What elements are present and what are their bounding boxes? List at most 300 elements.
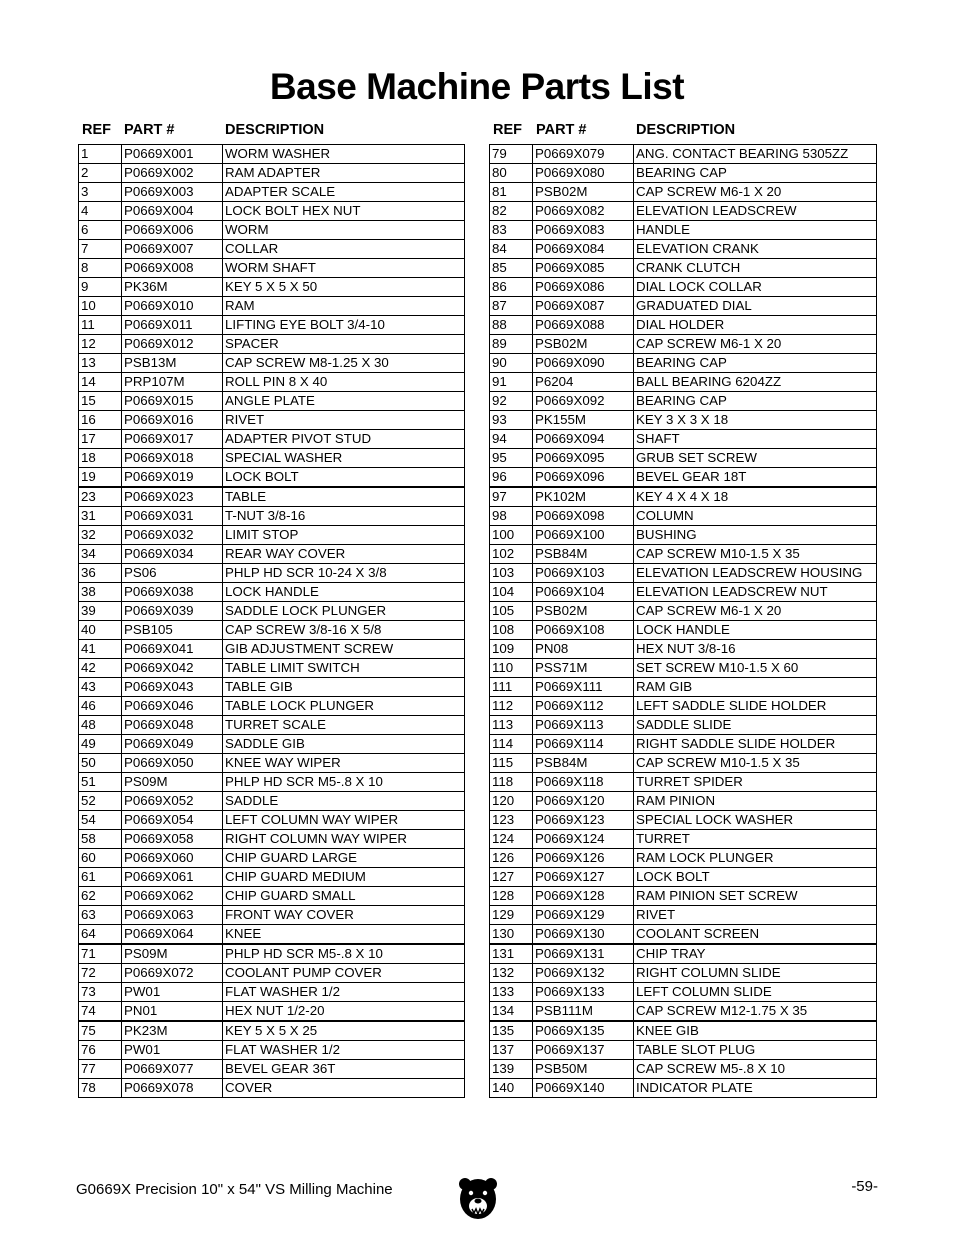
parts-column-right bbox=[489, 122, 877, 1098]
table-row bbox=[79, 754, 465, 773]
description-cell: LOCK HANDLE bbox=[634, 621, 877, 640]
part-number-cell: PK155M bbox=[533, 411, 634, 430]
description-cell: KEY 4 X 4 X 18 bbox=[634, 487, 877, 507]
description-cell: BEARING CAP bbox=[634, 164, 877, 183]
part-number-cell: P0669X042 bbox=[122, 659, 223, 678]
table-row bbox=[490, 392, 877, 411]
description-cell: HEX NUT 1/2-20 bbox=[223, 1002, 465, 1022]
part-number-cell: P0669X064 bbox=[122, 925, 223, 945]
table-row bbox=[490, 640, 877, 659]
part-number-cell: P0669X120 bbox=[533, 792, 634, 811]
part-number-cell: P0669X007 bbox=[122, 240, 223, 259]
description-cell: ELEVATION LEADSCREW bbox=[634, 202, 877, 221]
table-row bbox=[490, 906, 877, 925]
table-row bbox=[490, 316, 877, 335]
description-cell: ROLL PIN 8 X 40 bbox=[223, 373, 465, 392]
ref-header: REF bbox=[82, 122, 111, 138]
ref-cell: 112 bbox=[490, 697, 533, 716]
ref-cell: 77 bbox=[79, 1060, 122, 1079]
description-cell: KEY 5 X 5 X 25 bbox=[223, 1021, 465, 1041]
ref-cell: 114 bbox=[490, 735, 533, 754]
part-number-cell: P0669X118 bbox=[533, 773, 634, 792]
ref-cell: 84 bbox=[490, 240, 533, 259]
ref-cell: 23 bbox=[79, 487, 122, 507]
ref-cell: 126 bbox=[490, 849, 533, 868]
table-row bbox=[490, 430, 877, 449]
ref-cell: 41 bbox=[79, 640, 122, 659]
part-number-cell: P0669X012 bbox=[122, 335, 223, 354]
ref-cell: 85 bbox=[490, 259, 533, 278]
ref-cell: 32 bbox=[79, 526, 122, 545]
description-cell: CAP SCREW M6-1 X 20 bbox=[634, 335, 877, 354]
description-cell: LOCK BOLT HEX NUT bbox=[223, 202, 465, 221]
part-number-cell: P0669X096 bbox=[533, 468, 634, 488]
table-row bbox=[490, 1002, 877, 1022]
part-number-cell: P0669X061 bbox=[122, 868, 223, 887]
ref-cell: 132 bbox=[490, 964, 533, 983]
part-number-cell: P0669X031 bbox=[122, 507, 223, 526]
description-cell: INDICATOR PLATE bbox=[634, 1079, 877, 1098]
description-cell: RIVET bbox=[634, 906, 877, 925]
part-number-cell: P0669X063 bbox=[122, 906, 223, 925]
part-number-cell: PSS71M bbox=[533, 659, 634, 678]
description-cell: KNEE bbox=[223, 925, 465, 945]
table-row bbox=[79, 944, 465, 964]
description-cell: SHAFT bbox=[634, 430, 877, 449]
ref-cell: 133 bbox=[490, 983, 533, 1002]
table-row bbox=[79, 316, 465, 335]
table-row bbox=[490, 830, 877, 849]
ref-cell: 115 bbox=[490, 754, 533, 773]
ref-cell: 12 bbox=[79, 335, 122, 354]
ref-cell: 18 bbox=[79, 449, 122, 468]
description-cell: FRONT WAY COVER bbox=[223, 906, 465, 925]
description-cell: BALL BEARING 6204ZZ bbox=[634, 373, 877, 392]
ref-cell: 60 bbox=[79, 849, 122, 868]
table-row bbox=[490, 887, 877, 906]
ref-cell: 14 bbox=[79, 373, 122, 392]
ref-cell: 48 bbox=[79, 716, 122, 735]
table-row bbox=[490, 240, 877, 259]
table-row bbox=[490, 868, 877, 887]
part-number-cell: P0669X050 bbox=[122, 754, 223, 773]
part-number-cell: PSB02M bbox=[533, 335, 634, 354]
description-cell: RAM PINION SET SCREW bbox=[634, 887, 877, 906]
part-number-cell: P0669X052 bbox=[122, 792, 223, 811]
parts-column-left bbox=[78, 122, 465, 1098]
description-cell: CAP SCREW M10-1.5 X 35 bbox=[634, 754, 877, 773]
part-number-cell: P0669X130 bbox=[533, 925, 634, 945]
description-header: DESCRIPTION bbox=[225, 122, 325, 138]
ref-cell: 103 bbox=[490, 564, 533, 583]
table-row bbox=[79, 983, 465, 1002]
part-number-cell: PW01 bbox=[122, 1041, 223, 1060]
description-cell: KEY 5 X 5 X 50 bbox=[223, 278, 465, 297]
ref-cell: 124 bbox=[490, 830, 533, 849]
part-number-cell: P0669X132 bbox=[533, 964, 634, 983]
ref-cell: 13 bbox=[79, 354, 122, 373]
ref-cell: 71 bbox=[79, 944, 122, 964]
ref-cell: 83 bbox=[490, 221, 533, 240]
ref-cell: 111 bbox=[490, 678, 533, 697]
part-number-cell: P0669X018 bbox=[122, 449, 223, 468]
table-row bbox=[79, 278, 465, 297]
description-cell: DIAL LOCK COLLAR bbox=[634, 278, 877, 297]
part-number-cell: PS09M bbox=[122, 944, 223, 964]
part-number-cell: PK36M bbox=[122, 278, 223, 297]
description-cell: RIGHT COLUMN SLIDE bbox=[634, 964, 877, 983]
description-cell: LIFTING EYE BOLT 3/4-10 bbox=[223, 316, 465, 335]
description-cell: TABLE GIB bbox=[223, 678, 465, 697]
description-cell: SPECIAL WASHER bbox=[223, 449, 465, 468]
ref-cell: 54 bbox=[79, 811, 122, 830]
table-row bbox=[490, 849, 877, 868]
page-number: -59- bbox=[851, 1178, 878, 1195]
ref-cell: 62 bbox=[79, 887, 122, 906]
part-number-cell: P6204 bbox=[533, 373, 634, 392]
table-row bbox=[79, 145, 465, 164]
ref-cell: 61 bbox=[79, 868, 122, 887]
description-cell: ADAPTER PIVOT STUD bbox=[223, 430, 465, 449]
table-row bbox=[490, 278, 877, 297]
table-row bbox=[79, 392, 465, 411]
ref-cell: 108 bbox=[490, 621, 533, 640]
table-row bbox=[490, 373, 877, 392]
ref-cell: 134 bbox=[490, 1002, 533, 1022]
bear-head-logo-icon bbox=[457, 1175, 499, 1223]
table-row bbox=[490, 964, 877, 983]
part-number-cell: P0669X001 bbox=[122, 145, 223, 164]
parts-table-right bbox=[489, 144, 877, 1098]
description-cell: CHIP GUARD SMALL bbox=[223, 887, 465, 906]
description-cell: TABLE LOCK PLUNGER bbox=[223, 697, 465, 716]
description-cell: PHLP HD SCR M5-.8 X 10 bbox=[223, 944, 465, 964]
description-cell: BEARING CAP bbox=[634, 392, 877, 411]
description-cell: TURRET bbox=[634, 830, 877, 849]
table-row bbox=[79, 735, 465, 754]
table-row bbox=[490, 944, 877, 964]
description-cell: LOCK BOLT bbox=[634, 868, 877, 887]
part-number-cell: PSB84M bbox=[533, 545, 634, 564]
description-cell: TURRET SCALE bbox=[223, 716, 465, 735]
part-number-cell: P0669X038 bbox=[122, 583, 223, 602]
description-cell: CAP SCREW M10-1.5 X 35 bbox=[634, 545, 877, 564]
ref-cell: 88 bbox=[490, 316, 533, 335]
description-cell: LEFT SADDLE SLIDE HOLDER bbox=[634, 697, 877, 716]
description-cell: TABLE LIMIT SWITCH bbox=[223, 659, 465, 678]
description-cell: LEFT COLUMN WAY WIPER bbox=[223, 811, 465, 830]
part-number-cell: PS06 bbox=[122, 564, 223, 583]
table-row bbox=[79, 1060, 465, 1079]
description-cell: ANGLE PLATE bbox=[223, 392, 465, 411]
ref-cell: 40 bbox=[79, 621, 122, 640]
table-row bbox=[490, 221, 877, 240]
table-row bbox=[79, 468, 465, 488]
ref-cell: 19 bbox=[79, 468, 122, 488]
part-number-cell: P0669X135 bbox=[533, 1021, 634, 1041]
part-number-cell: P0669X039 bbox=[122, 602, 223, 621]
table-row bbox=[490, 583, 877, 602]
part-number-cell: P0669X114 bbox=[533, 735, 634, 754]
table-row bbox=[79, 773, 465, 792]
table-row bbox=[490, 145, 877, 164]
ref-cell: 94 bbox=[490, 430, 533, 449]
part-number-cell: P0669X077 bbox=[122, 1060, 223, 1079]
part-number-cell: PSB02M bbox=[533, 183, 634, 202]
ref-cell: 2 bbox=[79, 164, 122, 183]
table-row bbox=[79, 1021, 465, 1041]
description-cell: CHIP TRAY bbox=[634, 944, 877, 964]
description-cell: GRUB SET SCREW bbox=[634, 449, 877, 468]
page-title: Base Machine Parts List bbox=[269, 66, 685, 107]
part-number-cell: P0669X131 bbox=[533, 944, 634, 964]
part-number-cell: P0669X086 bbox=[533, 278, 634, 297]
table-row bbox=[490, 164, 877, 183]
description-cell: WORM WASHER bbox=[223, 145, 465, 164]
description-cell: CAP SCREW M8-1.25 X 30 bbox=[223, 354, 465, 373]
description-cell: GIB ADJUSTMENT SCREW bbox=[223, 640, 465, 659]
table-row bbox=[79, 183, 465, 202]
table-row bbox=[490, 297, 877, 316]
ref-cell: 51 bbox=[79, 773, 122, 792]
ref-cell: 104 bbox=[490, 583, 533, 602]
ref-cell: 73 bbox=[79, 983, 122, 1002]
table-row bbox=[490, 468, 877, 488]
table-row bbox=[79, 906, 465, 925]
description-cell: HANDLE bbox=[634, 221, 877, 240]
table-row bbox=[490, 507, 877, 526]
ref-cell: 72 bbox=[79, 964, 122, 983]
ref-cell: 129 bbox=[490, 906, 533, 925]
table-row bbox=[79, 564, 465, 583]
part-number-cell: P0669X034 bbox=[122, 545, 223, 564]
part-number-cell: P0669X041 bbox=[122, 640, 223, 659]
description-cell: HEX NUT 3/8-16 bbox=[634, 640, 877, 659]
ref-cell: 135 bbox=[490, 1021, 533, 1041]
description-cell: BUSHING bbox=[634, 526, 877, 545]
part-number-cell: PW01 bbox=[122, 983, 223, 1002]
table-row bbox=[490, 335, 877, 354]
part-number-cell: P0669X072 bbox=[122, 964, 223, 983]
ref-cell: 79 bbox=[490, 145, 533, 164]
part-number-cell: P0669X079 bbox=[533, 145, 634, 164]
description-cell: RAM bbox=[223, 297, 465, 316]
table-row bbox=[490, 697, 877, 716]
part-number-cell: P0669X058 bbox=[122, 830, 223, 849]
description-cell: DIAL HOLDER bbox=[634, 316, 877, 335]
part-number-cell: PSB50M bbox=[533, 1060, 634, 1079]
part-number-cell: PK102M bbox=[533, 487, 634, 507]
ref-cell: 63 bbox=[79, 906, 122, 925]
part-number-cell: P0669X088 bbox=[533, 316, 634, 335]
ref-cell: 49 bbox=[79, 735, 122, 754]
table-row bbox=[79, 164, 465, 183]
description-cell: T-NUT 3/8-16 bbox=[223, 507, 465, 526]
part-header: PART # bbox=[536, 122, 587, 138]
table-row bbox=[490, 1079, 877, 1098]
table-row bbox=[79, 430, 465, 449]
description-cell: CAP SCREW M6-1 X 20 bbox=[634, 183, 877, 202]
part-number-cell: P0669X129 bbox=[533, 906, 634, 925]
description-cell: SPACER bbox=[223, 335, 465, 354]
description-cell: RAM GIB bbox=[634, 678, 877, 697]
part-number-cell: PN08 bbox=[533, 640, 634, 659]
table-row bbox=[79, 697, 465, 716]
part-number-cell: P0669X123 bbox=[533, 811, 634, 830]
part-number-cell: P0669X062 bbox=[122, 887, 223, 906]
table-row bbox=[79, 335, 465, 354]
part-number-cell: PSB84M bbox=[533, 754, 634, 773]
description-cell: SADDLE bbox=[223, 792, 465, 811]
description-cell: FLAT WASHER 1/2 bbox=[223, 1041, 465, 1060]
ref-cell: 3 bbox=[79, 183, 122, 202]
table-row bbox=[79, 583, 465, 602]
description-cell: CAP SCREW M12-1.75 X 35 bbox=[634, 1002, 877, 1022]
description-cell: COOLANT PUMP COVER bbox=[223, 964, 465, 983]
table-row bbox=[490, 925, 877, 945]
ref-cell: 80 bbox=[490, 164, 533, 183]
part-number-cell: PSB111M bbox=[533, 1002, 634, 1022]
table-row bbox=[79, 1079, 465, 1098]
table-row bbox=[79, 411, 465, 430]
part-number-cell: P0669X124 bbox=[533, 830, 634, 849]
part-number-cell: P0669X090 bbox=[533, 354, 634, 373]
part-number-cell: P0669X085 bbox=[533, 259, 634, 278]
part-number-cell: PS09M bbox=[122, 773, 223, 792]
ref-cell: 15 bbox=[79, 392, 122, 411]
part-number-cell: P0669X137 bbox=[533, 1041, 634, 1060]
description-cell: TABLE SLOT PLUG bbox=[634, 1041, 877, 1060]
ref-cell: 43 bbox=[79, 678, 122, 697]
ref-cell: 8 bbox=[79, 259, 122, 278]
ref-cell: 1 bbox=[79, 145, 122, 164]
ref-cell: 123 bbox=[490, 811, 533, 830]
part-number-cell: P0669X002 bbox=[122, 164, 223, 183]
ref-cell: 58 bbox=[79, 830, 122, 849]
description-cell: LIMIT STOP bbox=[223, 526, 465, 545]
description-cell: RAM ADAPTER bbox=[223, 164, 465, 183]
ref-cell: 74 bbox=[79, 1002, 122, 1022]
ref-cell: 97 bbox=[490, 487, 533, 507]
ref-cell: 130 bbox=[490, 925, 533, 945]
table-row bbox=[490, 1060, 877, 1079]
table-row bbox=[79, 202, 465, 221]
part-number-cell: P0669X017 bbox=[122, 430, 223, 449]
description-cell: SADDLE SLIDE bbox=[634, 716, 877, 735]
description-cell: ANG. CONTACT BEARING 5305ZZ bbox=[634, 145, 877, 164]
description-cell: CHIP GUARD MEDIUM bbox=[223, 868, 465, 887]
part-number-cell: P0669X108 bbox=[533, 621, 634, 640]
table-row bbox=[79, 887, 465, 906]
ref-cell: 93 bbox=[490, 411, 533, 430]
part-number-cell: P0669X113 bbox=[533, 716, 634, 735]
ref-cell: 102 bbox=[490, 545, 533, 564]
ref-cell: 139 bbox=[490, 1060, 533, 1079]
ref-cell: 137 bbox=[490, 1041, 533, 1060]
description-cell: WORM bbox=[223, 221, 465, 240]
ref-cell: 6 bbox=[79, 221, 122, 240]
table-row bbox=[490, 259, 877, 278]
table-row bbox=[79, 297, 465, 316]
ref-cell: 140 bbox=[490, 1079, 533, 1098]
table-row bbox=[490, 621, 877, 640]
part-number-cell: P0669X046 bbox=[122, 697, 223, 716]
table-row bbox=[79, 868, 465, 887]
description-cell: REAR WAY COVER bbox=[223, 545, 465, 564]
description-cell: CAP SCREW M6-1 X 20 bbox=[634, 602, 877, 621]
description-cell: BEARING CAP bbox=[634, 354, 877, 373]
column-header-right bbox=[489, 122, 877, 144]
ref-cell: 89 bbox=[490, 335, 533, 354]
part-number-cell: P0669X094 bbox=[533, 430, 634, 449]
ref-cell: 110 bbox=[490, 659, 533, 678]
part-number-cell: P0669X111 bbox=[533, 678, 634, 697]
part-number-cell: P0669X008 bbox=[122, 259, 223, 278]
footer-model: G0669X Precision 10" x 54" VS Milling Machine bbox=[76, 1181, 393, 1198]
table-row bbox=[490, 545, 877, 564]
table-row bbox=[79, 545, 465, 564]
ref-cell: 11 bbox=[79, 316, 122, 335]
table-row bbox=[79, 240, 465, 259]
table-row bbox=[79, 678, 465, 697]
parts-table-left bbox=[78, 144, 465, 1098]
table-row bbox=[79, 526, 465, 545]
description-cell: SET SCREW M10-1.5 X 60 bbox=[634, 659, 877, 678]
table-row bbox=[79, 487, 465, 507]
description-cell: RIVET bbox=[223, 411, 465, 430]
description-cell: KNEE GIB bbox=[634, 1021, 877, 1041]
description-cell: CRANK CLUTCH bbox=[634, 259, 877, 278]
ref-cell: 120 bbox=[490, 792, 533, 811]
description-cell: CAP SCREW M5-.8 X 10 bbox=[634, 1060, 877, 1079]
table-row bbox=[79, 1041, 465, 1060]
table-row bbox=[79, 259, 465, 278]
part-number-cell: P0669X011 bbox=[122, 316, 223, 335]
part-number-cell: P0669X104 bbox=[533, 583, 634, 602]
ref-header: REF bbox=[493, 122, 522, 138]
ref-cell: 127 bbox=[490, 868, 533, 887]
ref-cell: 87 bbox=[490, 297, 533, 316]
table-row bbox=[490, 735, 877, 754]
table-row bbox=[490, 716, 877, 735]
ref-cell: 38 bbox=[79, 583, 122, 602]
ref-cell: 92 bbox=[490, 392, 533, 411]
description-cell: COVER bbox=[223, 1079, 465, 1098]
table-row bbox=[79, 849, 465, 868]
table-row bbox=[79, 221, 465, 240]
part-number-cell: PSB13M bbox=[122, 354, 223, 373]
table-row bbox=[79, 925, 465, 945]
description-cell: RIGHT SADDLE SLIDE HOLDER bbox=[634, 735, 877, 754]
part-number-cell: P0669X019 bbox=[122, 468, 223, 488]
part-number-cell: P0669X087 bbox=[533, 297, 634, 316]
part-number-cell: P0669X004 bbox=[122, 202, 223, 221]
part-number-cell: P0669X078 bbox=[122, 1079, 223, 1098]
table-row bbox=[490, 983, 877, 1002]
description-cell: SPECIAL LOCK WASHER bbox=[634, 811, 877, 830]
ref-cell: 50 bbox=[79, 754, 122, 773]
table-row bbox=[79, 659, 465, 678]
table-row bbox=[490, 183, 877, 202]
ref-cell: 90 bbox=[490, 354, 533, 373]
ref-cell: 118 bbox=[490, 773, 533, 792]
table-row bbox=[490, 811, 877, 830]
table-row bbox=[490, 564, 877, 583]
table-row bbox=[79, 449, 465, 468]
description-cell: BEVEL GEAR 36T bbox=[223, 1060, 465, 1079]
part-number-cell: P0669X006 bbox=[122, 221, 223, 240]
table-row bbox=[79, 811, 465, 830]
